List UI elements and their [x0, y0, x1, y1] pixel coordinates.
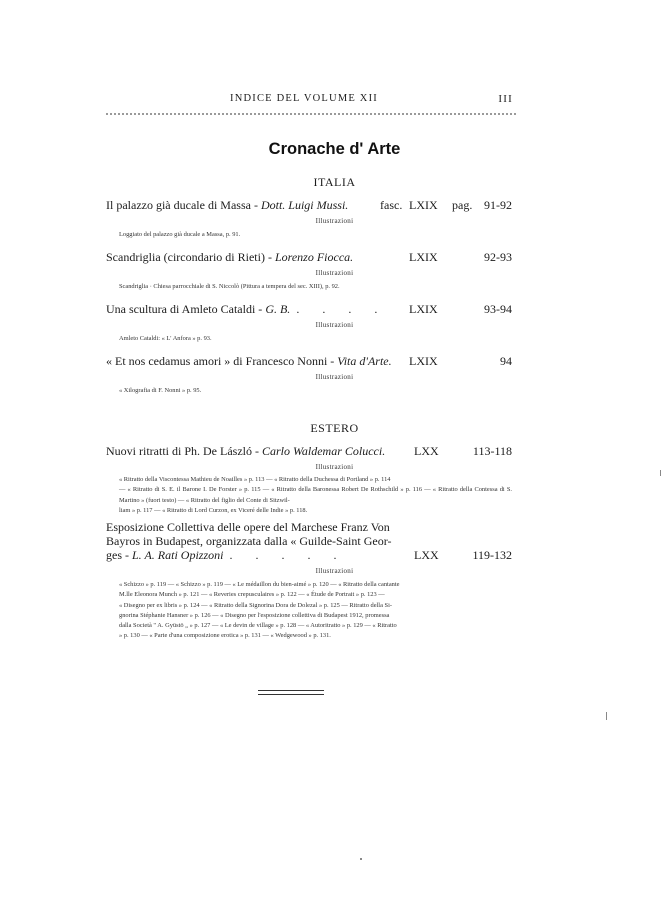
pag-label: pag. [452, 198, 473, 212]
entry-title-multiline [106, 521, 514, 548]
illustration-notes [119, 475, 512, 516]
note-line: « Ritratto della Viscontessa Mathieu de Noailles » p. 113 — « Ritratto della Duchessa di Portland » p. 114 [119, 476, 391, 483]
entry-pages: 119-132 [472, 548, 512, 562]
entry-pages: 91-92 [484, 198, 512, 212]
paper-speck [360, 858, 362, 860]
note-line: — « Ritratto di S. E. il Barone I. De Forster » p. 115 — « Ritratto della Baronessa Robert De Rothschild » p. 116 — « Ritratto della Contessa di S. Martino » (fuori testo) — « Ritratto del figlio del Conte di Sitzwil- [119, 486, 512, 504]
entry-title: Il palazzo già ducale di Massa - Dott. Luigi Mussi. [106, 198, 349, 212]
entry-title: Una scultura di Amleto Cataldi - G. B. . . . . [106, 302, 388, 316]
entry-author: Lorenzo Fiocca. [274, 250, 354, 264]
note-line: gnorina Stéphanie Hansner » p. 126 — « Disegno per l'esposizione collettiva di Budapest 1912, promessa [119, 611, 390, 619]
page-number: III [498, 93, 513, 105]
entry-author: L. A. Rati Opizzoni [132, 548, 224, 562]
entry-author: Dott. Luigi Mussi. [260, 198, 349, 212]
entry-pages: 113-118 [472, 444, 512, 458]
section-title: Cronache d' Arte [268, 140, 401, 158]
running-header [0, 93, 669, 109]
illustration-note: « Xilografia di F. Nonni » p. 95. [119, 387, 202, 394]
illustrations-label: Illustrazioni [315, 217, 354, 225]
end-rule-top [258, 690, 324, 691]
paper-speck [660, 470, 661, 476]
header-rule [106, 113, 516, 115]
note-line: liam » p. 117 — « Ritratto di Lord Curzon, ex Viceré delle Indie » p. 118. [119, 506, 308, 514]
entry-title-line: ges - L. A. Rati Opizzoni . . . . . [106, 548, 347, 562]
illustration-note: Loggiato del palazzo già ducale a Massa, p. 91. [119, 231, 241, 238]
end-rule-bottom [258, 694, 324, 695]
illustrations-label: Illustrazioni [315, 321, 354, 329]
entry-title: « Et nos cedamus amori » di Francesco Nonni - Vita d'Arte. [106, 354, 392, 368]
entry-title: Scandriglia (circondario di Rieti) - Lorenzo Fiocca. [106, 250, 354, 264]
illustrations-label: Illustrazioni [315, 463, 354, 471]
entry-title-line: Bayros in Budapest, organizzata dalla « Guilde-Saint Geor- [106, 533, 392, 548]
fasc-number: LXIX [409, 198, 438, 212]
illustration-notes [119, 580, 512, 642]
italia-heading: ITALIA [313, 175, 356, 189]
entry-title: Nuovi ritratti di Ph. De László - Carlo Waldemar Colucci. [106, 444, 386, 458]
note-line: « Schizzo » p. 119 — « Schizzo » p. 119 — « Le médaillon du bien-aimé » p. 120 — « Ritratto della cantante [119, 581, 400, 588]
fasc-number: LXIX [409, 250, 438, 264]
illustration-note: Amleto Cataldi: « L' Anfora » p. 93. [119, 335, 212, 342]
entry-title-line: Esposizione Collettiva delle opere del Marchese Franz Von [106, 520, 390, 534]
illustrations-label: Illustrazioni [315, 567, 354, 575]
fasc-number: LXIX [409, 354, 438, 368]
note-line: » p. 130 — « Parte d'una composizione erotica » p. 131 — « Wedgewood » p. 131. [119, 632, 331, 640]
fasc-number: LXIX [409, 302, 438, 316]
entry-pages: 93-94 [484, 302, 512, 316]
estero-heading: ESTERO [310, 421, 359, 435]
leader-dots: . . . . [296, 302, 388, 316]
note-line: « Disegno per ex libris » p. 124 — « Ritratto della Signorina Dora de Dolezal » p. 125 — Ritratto della Si- [119, 601, 392, 609]
fasc-number: LXX [414, 444, 439, 458]
entry-author: Vita d'Arte. [337, 354, 392, 368]
fasc-label: fasc. [380, 198, 403, 212]
entry-author: G. B. [265, 302, 291, 316]
entry-author: Carlo Waldemar Colucci. [261, 444, 386, 458]
note-line: dalla Società " A. Gyüstö „ » p. 127 — « Le devin de village » p. 128 — « Autoritratto » p. 129 — « Ritratto [119, 622, 397, 630]
illustrations-label: Illustrazioni [315, 269, 354, 277]
leader-dots: . . . . . [229, 548, 347, 562]
fasc-number: LXX [414, 548, 439, 562]
volume-index-title: INDICE DEL VOLUME XII [230, 93, 378, 104]
illustration-note: Scandriglia · Chiesa parrocchiale di S. Niccolò (Pittura a tempera del sec. XIII), p. 92. [119, 283, 340, 290]
entry-pages: 92-93 [484, 250, 512, 264]
paper-speck [606, 712, 607, 720]
entry-pages: 94 [500, 354, 512, 368]
illustrations-label: Illustrazioni [315, 373, 354, 381]
note-line: M.lle Eleonora Munch » p. 121 — « Reveries crepusculaires » p. 122 — « Étude de Portrait » p. 123 — [119, 591, 385, 599]
